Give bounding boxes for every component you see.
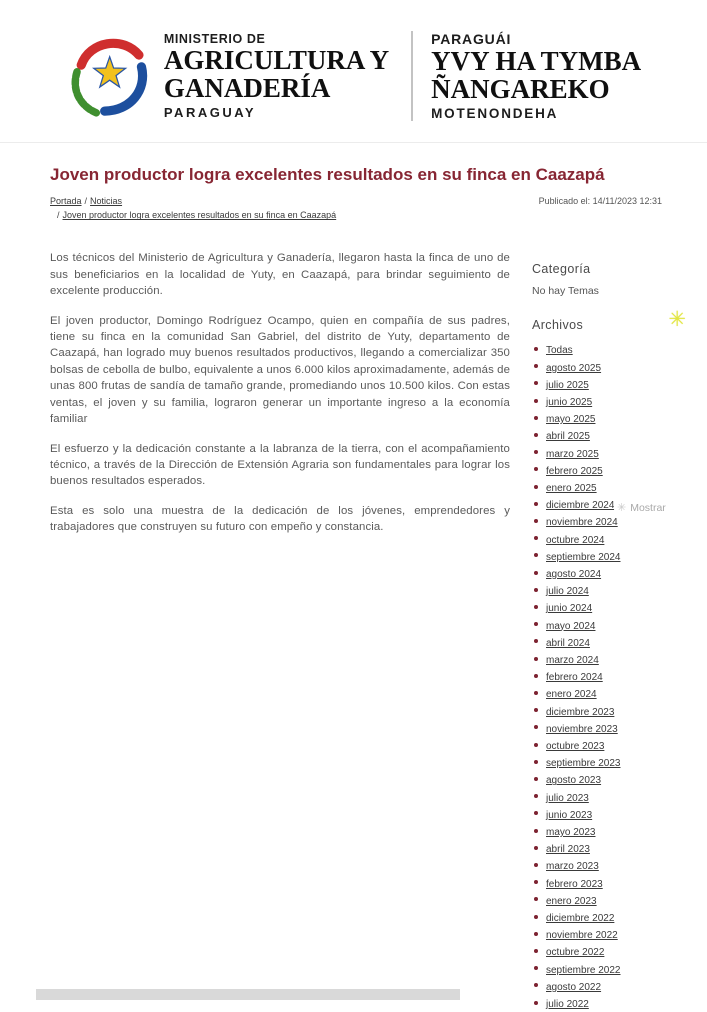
archive-item	[532, 582, 662, 599]
archive-link[interactable]: octubre 2024	[546, 534, 605, 546]
category-heading: Categoría	[532, 262, 591, 277]
archive-link[interactable]: agosto 2024	[546, 568, 602, 580]
archives-heading: Archivos	[532, 318, 584, 333]
guarani-wordmark	[411, 31, 641, 121]
archive-link[interactable]: mayo 2023	[546, 827, 596, 838]
archive-item	[532, 909, 662, 926]
archive-link[interactable]: octubre 2023	[546, 740, 605, 752]
archive-link[interactable]: febrero 2023	[546, 878, 603, 890]
archive-link[interactable]: Todas	[546, 345, 573, 357]
footer-strip	[36, 989, 460, 1000]
archive-link[interactable]: noviembre 2022	[546, 930, 618, 942]
breadcrumb-link-portada[interactable]: Portada	[50, 196, 82, 207]
archive-link[interactable]: enero 2024	[546, 689, 597, 701]
mostrar-flower-icon: ✳	[617, 501, 627, 514]
archive-item	[532, 341, 662, 358]
archive-item	[532, 720, 662, 737]
ministry-wordmark	[164, 32, 389, 120]
archive-item	[532, 840, 662, 857]
guarani-name-line2: ÑANGAREKO	[431, 74, 610, 104]
breadcrumb-line1	[50, 195, 336, 209]
content-row	[50, 250, 662, 1012]
archive-link[interactable]: julio 2022	[546, 999, 589, 1011]
archive-link[interactable]: abril 2024	[546, 637, 590, 649]
mostrar-label: Mostrar	[630, 502, 666, 514]
archive-link[interactable]: febrero 2025	[546, 465, 603, 477]
article-paragraph: Los técnicos del Ministerio de Agricultura y Ganadería, llegaron hasta la finca de uno de sus beneficiarios en la localidad de Yuty, en Caazapá, para brindar seguimiento de excelente producción.	[50, 252, 510, 298]
article-title: Joven productor logra excelentes resultados en su finca en Caazapá	[50, 165, 605, 184]
archive-item	[532, 685, 662, 702]
site-header	[0, 0, 707, 138]
archive-item	[532, 479, 662, 496]
archive-link[interactable]: marzo 2025	[546, 448, 599, 460]
archive-item	[532, 565, 662, 582]
archive-item	[532, 823, 662, 840]
archive-link[interactable]: mayo 2024	[546, 620, 596, 632]
ministry-name-line1: AGRICULTURA Y	[163, 44, 390, 75]
archive-link[interactable]: marzo 2024	[546, 654, 599, 666]
archive-link[interactable]: septiembre 2024	[546, 551, 621, 563]
archive-item	[532, 978, 662, 995]
archive-item	[532, 875, 662, 892]
archive-item	[532, 531, 662, 548]
archive-item	[532, 892, 662, 909]
archive-link[interactable]: junio 2023	[546, 809, 593, 821]
article-paragraph: El esfuerzo y la dedicación constante a la labranza de la tierra, con el acompañamiento técnico, a través de la Dirección de Extensión Agraria son fundamentales para lograr los buenos resultados esperados.	[50, 442, 510, 488]
archive-link[interactable]: agosto 2022	[546, 981, 602, 993]
archive-link[interactable]: mayo 2025	[546, 414, 596, 426]
archive-link[interactable]: diciembre 2024	[546, 500, 615, 512]
archive-item	[532, 445, 662, 462]
archive-link[interactable]: noviembre 2023	[546, 723, 618, 735]
archives-list	[532, 341, 662, 1012]
archive-item	[532, 737, 662, 754]
archive-link[interactable]: enero 2023	[546, 895, 597, 907]
archive-item	[532, 462, 662, 479]
archive-item	[532, 926, 662, 943]
breadcrumb-link-current[interactable]: Joven productor logra excelentes resultados en su finca en Caazapá	[62, 210, 337, 221]
archive-link[interactable]: julio 2025	[546, 379, 589, 391]
archive-item	[532, 599, 662, 616]
breadcrumb-link-noticias[interactable]: Noticias	[90, 196, 123, 207]
archive-item	[532, 410, 662, 427]
archive-link[interactable]: agosto 2023	[546, 775, 602, 787]
archive-item	[532, 943, 662, 960]
guarani-name-line1: YVY HA TYMBA	[431, 45, 642, 76]
archive-item	[532, 995, 662, 1012]
archive-item	[532, 668, 662, 685]
archive-item	[532, 359, 662, 376]
archive-item	[532, 857, 662, 874]
archive-link[interactable]: enero 2025	[546, 482, 597, 494]
archive-link[interactable]: diciembre 2023	[546, 706, 615, 718]
ministry-name-line2: GANADERÍA	[163, 73, 331, 103]
archive-item	[532, 789, 662, 806]
breadcrumb-separator: /	[57, 210, 60, 221]
archive-item	[532, 427, 662, 444]
sidebar	[532, 250, 662, 1012]
archive-item	[532, 617, 662, 634]
archive-link[interactable]: marzo 2023	[546, 861, 599, 873]
archive-item	[532, 393, 662, 410]
archive-link[interactable]: abril 2023	[546, 844, 590, 856]
archive-item	[532, 376, 662, 393]
archive-item	[532, 703, 662, 720]
archive-item	[532, 634, 662, 651]
guarani-bottom-line: MOTENONDEHA	[431, 106, 559, 122]
header-divider	[0, 142, 707, 143]
archive-link[interactable]: septiembre 2023	[546, 758, 621, 770]
archive-item	[532, 548, 662, 565]
article-paragraph: El joven productor, Domingo Rodríguez Ocampo, quien en compañía de sus padres, tiene su finca en la comunidad San Gabriel, del distrito de Yuty, departamento de Caazapá, han logrado muy buenos resultados productivos, llegando a comercializar 350 bolsas de cebolla de bulbo, equivalente a unos 6.000 kilos aproximadamente, además de unas 800 frutas de sandía de tamaño grande, promediando unos 10.500 kilos. Con estas ventas, el joven y su familia, lograron generar un importante ingreso a la economía familiar	[50, 314, 510, 426]
archive-link[interactable]: junio 2024	[546, 603, 593, 615]
archive-link[interactable]: octubre 2022	[546, 947, 605, 959]
breadcrumb-separator: /	[84, 196, 88, 207]
archive-link[interactable]: julio 2023	[546, 792, 589, 804]
archive-item	[532, 513, 662, 530]
main-content	[0, 164, 707, 1012]
article-body	[50, 250, 510, 1012]
accessibility-show-tooltip[interactable]	[614, 501, 669, 515]
archive-item	[532, 806, 662, 823]
archive-link[interactable]: julio 2024	[546, 586, 589, 598]
accessibility-flower-icon[interactable]: ✳	[668, 308, 686, 331]
archive-item	[532, 754, 662, 771]
ministry-top-line: MINISTERIO DE	[163, 31, 266, 46]
archive-item	[532, 651, 662, 668]
published-date: Publicado el: 14/11/2023 12:31	[538, 196, 662, 207]
ministry-country: PARAGUAY	[163, 105, 257, 121]
archive-link[interactable]: noviembre 2024	[546, 517, 618, 529]
archive-link[interactable]: septiembre 2022	[546, 964, 621, 976]
archive-link[interactable]: febrero 2024	[546, 672, 603, 684]
archive-item	[532, 961, 662, 978]
article-paragraph: Esta es solo una muestra de la dedicación de los jóvenes, emprendedores y trabajadores que construyen su futuro con empeño y constancia.	[50, 504, 510, 534]
guarani-top-line: PARAGUÁI	[431, 30, 512, 47]
archive-link[interactable]: diciembre 2022	[546, 913, 615, 925]
mag-logo[interactable]	[66, 30, 150, 122]
article-meta-row	[50, 195, 662, 223]
archive-link[interactable]: agosto 2025	[546, 362, 602, 374]
breadcrumb	[50, 195, 336, 223]
archive-link[interactable]: junio 2025	[546, 396, 593, 408]
breadcrumb-line2	[50, 209, 336, 223]
archive-item	[532, 771, 662, 788]
category-empty-text: No hay Temas	[532, 285, 599, 298]
coat-of-arms-icon	[66, 30, 150, 122]
archive-link[interactable]: abril 2025	[546, 431, 590, 443]
